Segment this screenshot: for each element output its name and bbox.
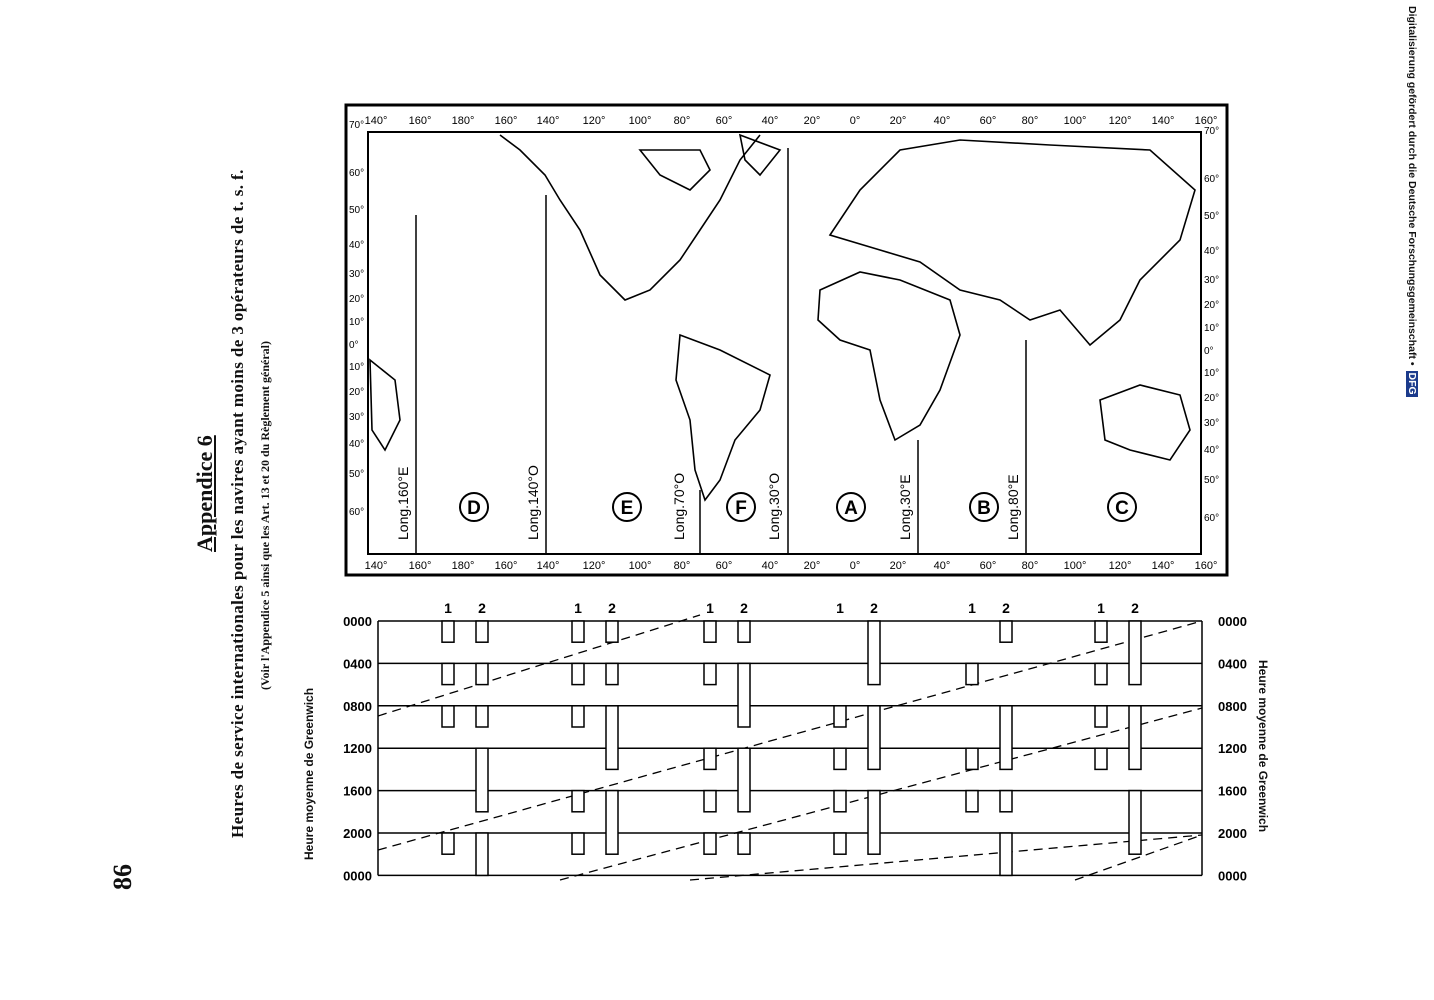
right-latitude-label: 30° <box>1204 418 1220 429</box>
service-bar <box>606 663 618 684</box>
right-latitude-label: 60° <box>1204 174 1220 185</box>
australia <box>1100 385 1190 460</box>
world-map <box>346 105 1227 575</box>
zone-time-line <box>378 615 700 716</box>
service-bar <box>442 663 454 684</box>
bottom-degree-label: 20° <box>803 560 821 572</box>
service-bar <box>966 663 978 684</box>
service-bar <box>834 706 846 727</box>
right-latitude-label: 20° <box>1204 393 1220 404</box>
top-degree-label: 20° <box>803 115 821 127</box>
time-label-right: 2000 <box>1218 826 1247 841</box>
top-degree-label: 100° <box>628 115 652 127</box>
top-degree-label: 40° <box>933 115 951 127</box>
zone-label: E <box>620 498 634 519</box>
left-latitude-label: 30° <box>349 412 365 423</box>
top-degree-label: 140° <box>536 115 560 127</box>
service-bar <box>1129 791 1141 855</box>
bottom-degree-label: 80° <box>1021 560 1039 572</box>
operator-label: 1 <box>1097 600 1105 616</box>
top-degree-label: 60° <box>979 115 997 127</box>
zone-time-line <box>560 708 1202 880</box>
top-degree-label: 0° <box>849 115 861 127</box>
right-latitude-label: 60° <box>1204 513 1220 524</box>
operator-label: 1 <box>574 600 582 616</box>
right-latitude-label: 50° <box>1204 475 1220 486</box>
service-bar <box>966 748 978 769</box>
right-latitude-label: 0° <box>1204 346 1214 357</box>
service-bar <box>442 833 454 854</box>
service-bar <box>442 706 454 727</box>
operator-label: 2 <box>1131 600 1139 616</box>
bottom-degree-label: 0° <box>849 560 861 572</box>
top-degree-label: 40° <box>761 115 779 127</box>
longitude-label: Long.80°E <box>1005 474 1021 540</box>
service-bar <box>476 663 488 684</box>
service-bar <box>1095 706 1107 727</box>
service-bar <box>1129 706 1141 770</box>
operator-label: 2 <box>740 600 748 616</box>
operator-label: 1 <box>968 600 976 616</box>
service-bar <box>834 791 846 812</box>
bottom-degree-label: 60° <box>715 560 733 572</box>
operator-label: 2 <box>478 600 486 616</box>
right-latitude-label: 40° <box>1204 246 1220 257</box>
time-label-right: 0800 <box>1218 698 1247 714</box>
service-bar <box>738 663 750 727</box>
map-inner-frame <box>368 132 1201 554</box>
top-degree-label: 140° <box>1151 115 1175 127</box>
longitude-label: Long.160°E <box>395 466 411 540</box>
right-latitude-label: 30° <box>1204 275 1220 286</box>
service-bar <box>868 706 880 770</box>
top-degree-label: 140° <box>364 115 388 127</box>
service-bar <box>738 748 750 812</box>
bottom-degree-label: 140° <box>536 560 560 572</box>
longitude-label: Long.30°O <box>766 472 782 540</box>
right-latitude-label: 20° <box>1204 300 1220 311</box>
service-bar <box>834 833 846 854</box>
top-degree-label: 80° <box>673 115 691 127</box>
service-bar <box>442 621 454 642</box>
time-label-right: 0400 <box>1218 656 1247 672</box>
operator-label: 1 <box>444 600 452 616</box>
longitude-label: Long.140°O <box>525 465 541 540</box>
top-degree-label: 20° <box>889 115 907 127</box>
longitude-label: Long.70°O <box>671 472 687 540</box>
hudson-bay <box>640 150 710 190</box>
right-latitude-label: 40° <box>1204 445 1220 456</box>
operator-label: 1 <box>836 600 844 616</box>
bottom-degree-label: 120° <box>582 560 606 572</box>
service-bar <box>572 706 584 727</box>
left-latitude-label: 40° <box>349 439 365 450</box>
service-bar <box>572 791 584 812</box>
time-label-left: 0000 <box>343 868 372 884</box>
dfg-logo: DFG <box>1406 372 1418 395</box>
top-degree-label: 160° <box>1194 115 1218 127</box>
appendix-heading: Appendice 6 <box>192 435 217 552</box>
operator-label: 2 <box>608 600 616 616</box>
left-latitude-label: 10° <box>349 362 365 373</box>
service-bar <box>476 833 488 875</box>
top-degree-label: 160° <box>494 115 518 127</box>
top-degree-label: 120° <box>582 115 606 127</box>
bottom-degree-label: 160° <box>1194 560 1218 572</box>
service-bar <box>606 621 618 642</box>
bottom-degree-label: 180° <box>451 560 475 572</box>
africa <box>818 272 960 440</box>
right-latitude-label: 10° <box>1204 368 1220 379</box>
zone-time-line <box>378 621 1202 850</box>
left-latitude-label: 50° <box>349 205 365 216</box>
time-label-left: 0000 <box>343 614 372 629</box>
service-bar <box>868 621 880 685</box>
bottom-degree-label: 100° <box>628 560 652 572</box>
service-bar <box>606 706 618 770</box>
right-latitude-label: 10° <box>1204 323 1220 334</box>
left-latitude-label: 20° <box>349 387 365 398</box>
greenland <box>740 135 780 175</box>
right-latitude-label: 50° <box>1204 211 1220 222</box>
south-america <box>676 335 770 500</box>
time-label-right: 0000 <box>1218 614 1247 629</box>
service-bar <box>572 621 584 642</box>
service-bar <box>868 791 880 855</box>
service-bar <box>1000 621 1012 642</box>
bottom-degree-label: 160° <box>494 560 518 572</box>
top-degree-label: 100° <box>1063 115 1087 127</box>
top-degree-label: 160° <box>408 115 432 127</box>
service-bar <box>704 663 716 684</box>
coastlines <box>370 135 1195 500</box>
time-label-left: 1200 <box>343 741 372 757</box>
service-bar <box>1000 791 1012 812</box>
left-latitude-label: 70° <box>349 120 365 131</box>
bottom-degree-label: 60° <box>979 560 997 572</box>
time-label-left: 0400 <box>343 656 372 672</box>
service-bar <box>738 833 750 854</box>
left-latitude-label: 10° <box>349 317 365 328</box>
service-bar <box>1000 833 1012 875</box>
service-bar <box>1095 621 1107 642</box>
bottom-degree-label: 160° <box>408 560 432 572</box>
service-bar <box>476 748 488 812</box>
digitization-text: Digitalisierung gefördert durch die Deutsche Forschungsgemeinschaft • <box>1406 6 1418 366</box>
service-bar <box>606 791 618 855</box>
operator-label: 2 <box>1002 600 1010 616</box>
service-bar <box>572 833 584 854</box>
east-asia-edge <box>370 360 400 450</box>
north-america-coast <box>500 135 760 300</box>
bottom-degree-label: 80° <box>673 560 691 572</box>
service-bar <box>572 663 584 684</box>
right-latitude-label: 70° <box>1204 126 1220 137</box>
axis-title-right: Heure moyenne de Greenwich <box>1256 660 1270 833</box>
service-hours-chart <box>343 600 1247 883</box>
bottom-degree-label: 120° <box>1108 560 1132 572</box>
zone-label: B <box>977 498 991 519</box>
reference-note: (Voir l'Appendice 5 ainsi que les Art. 13 et 20 du Règlement général) <box>258 341 272 690</box>
left-latitude-label: 60° <box>349 507 365 518</box>
service-bar <box>966 791 978 812</box>
top-degree-label: 80° <box>1021 115 1039 127</box>
left-latitude-label: 50° <box>349 469 365 480</box>
service-bar <box>1129 621 1141 685</box>
left-latitude-label: 20° <box>349 294 365 305</box>
service-bar <box>704 748 716 769</box>
time-label-right: 1200 <box>1218 741 1247 757</box>
time-label-left: 2000 <box>343 826 372 841</box>
time-label-right: 1600 <box>1218 783 1247 799</box>
service-bar <box>704 621 716 642</box>
zone-label: C <box>1115 498 1129 519</box>
service-bar <box>704 791 716 812</box>
service-bar <box>738 621 750 642</box>
page-number: 86 <box>108 864 137 890</box>
top-degree-label: 180° <box>451 115 475 127</box>
bottom-degree-label: 40° <box>761 560 779 572</box>
chart-grid <box>378 615 1202 880</box>
axis-title-left: Heure moyenne de Greenwich <box>302 687 316 860</box>
time-label-left: 0800 <box>343 698 372 714</box>
service-bar <box>476 706 488 727</box>
time-label-right: 0000 <box>1218 868 1247 884</box>
page-subtitle: Heures de service internationales pour les navires ayant moins de 3 opérateurs de t. s. f. <box>228 169 247 838</box>
left-latitude-label: 0° <box>349 340 359 351</box>
operator-label: 1 <box>706 600 714 616</box>
left-latitude-label: 30° <box>349 269 365 280</box>
zone-label: A <box>844 498 858 519</box>
left-latitude-label: 60° <box>349 168 365 179</box>
zone-label: F <box>735 498 747 519</box>
zone-label: D <box>467 498 481 519</box>
service-bar <box>1095 663 1107 684</box>
service-bar <box>476 621 488 642</box>
service-bar <box>1000 706 1012 770</box>
top-degree-label: 120° <box>1108 115 1132 127</box>
bottom-degree-label: 100° <box>1063 560 1087 572</box>
time-label-left: 1600 <box>343 783 372 799</box>
service-bar <box>834 748 846 769</box>
bottom-degree-label: 20° <box>889 560 907 572</box>
zone-time-line <box>690 835 1202 880</box>
left-latitude-label: 40° <box>349 240 365 251</box>
service-bar <box>1095 748 1107 769</box>
eurasia <box>830 140 1195 345</box>
operator-label: 2 <box>870 600 878 616</box>
longitude-label: Long.30°E <box>897 474 913 540</box>
bottom-degree-label: 40° <box>933 560 951 572</box>
bottom-degree-label: 140° <box>1151 560 1175 572</box>
bottom-degree-label: 140° <box>364 560 388 572</box>
top-degree-label: 60° <box>715 115 733 127</box>
service-bar <box>704 833 716 854</box>
